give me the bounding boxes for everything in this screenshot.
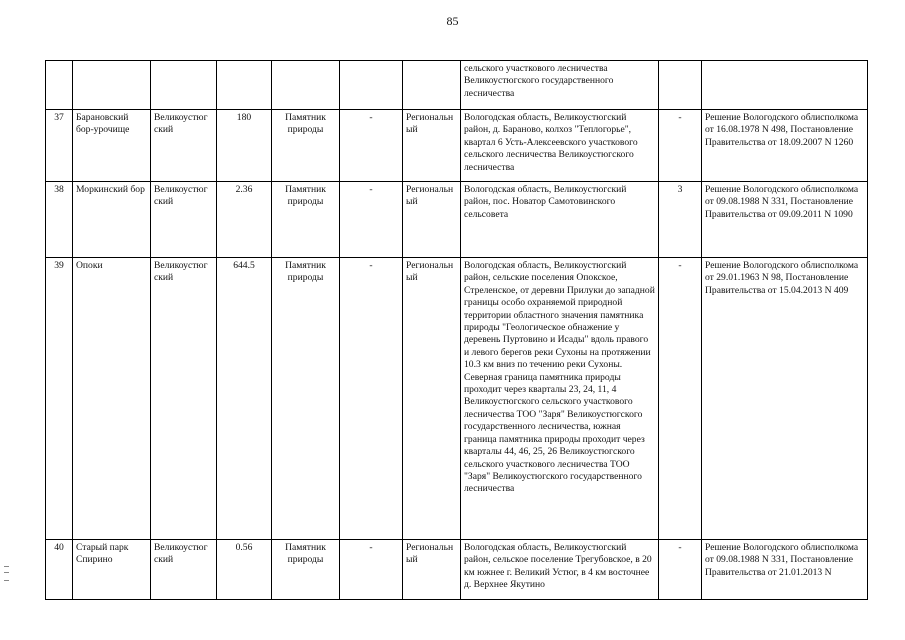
cell-name: Опоки bbox=[73, 258, 151, 540]
cell-district: Великоустюг ский bbox=[151, 110, 217, 182]
cell-profile: - bbox=[340, 182, 403, 258]
cell-document: Решение Вологодского облисполкома от 09.08.1988 N 331, Постановление Правительства от 09.09.2011 N 1090 bbox=[702, 182, 868, 258]
cell-count: 3 bbox=[659, 182, 702, 258]
cell-location: Вологодская область, Великоустюгский район, сельские поселения Опокское, Стреленское, от деревни Прилуки до западной границы особо охраняемой природной территории областного значения памятника природы "Геологическое обнажение у деревень Пуртовино и Исады" вдоль правого и левого берегов реки Сухоны на протяжении 10.3 км вниз по течению реки Сухоны. Северная граница памятника природы проходит через кварталы 23, 24, 11, 4 Великоустюгского сельского участкового лесничества ТОО "Заря" Великоустюгского государственного лесничества, южная граница памятника природы проходит через кварталы 44, 46, 25, 26 Великоустюгского сельского участкового лесничества ТОО "Заря" Великоустюгского государственного лесничества bbox=[461, 258, 659, 540]
cell-district: Великоустюг ский bbox=[151, 540, 217, 600]
table-row bbox=[46, 182, 868, 258]
cell-name: Барановский бор-урочище bbox=[73, 110, 151, 182]
cell-name: Старый парк Спирино bbox=[73, 540, 151, 600]
margin-mark bbox=[4, 580, 9, 581]
cell-district: Великоустюг ский bbox=[151, 258, 217, 540]
cell-area: 180 bbox=[217, 110, 272, 182]
cell-number bbox=[46, 61, 73, 110]
cell-location: Вологодская область, Великоустюгский район, сельское поселение Трегубовское, в 20 км южнее г. Великий Устюг, в 4 км восточнее д. Верхнее Якутино bbox=[461, 540, 659, 600]
table-row bbox=[46, 540, 868, 600]
cell-number: 39 bbox=[46, 258, 73, 540]
cell-significance: Региональн ый bbox=[403, 258, 461, 540]
cell-area bbox=[217, 61, 272, 110]
cell-significance: Региональн ый bbox=[403, 110, 461, 182]
table-row bbox=[46, 110, 868, 182]
margin-mark bbox=[4, 572, 9, 573]
cell-count: - bbox=[659, 258, 702, 540]
cell-profile bbox=[340, 61, 403, 110]
cell-location: Вологодская область, Великоустюгский район, пос. Новатор Самотовинского сельсовета bbox=[461, 182, 659, 258]
cell-category: Памятник природы bbox=[272, 110, 340, 182]
cell-location: Вологодская область, Великоустюгский район, д. Бараново, колхоз "Теплогорье", квартал 6 Усть-Алексеевского участкового сельского лесничества Великоустюгского лесничества bbox=[461, 110, 659, 182]
cell-district bbox=[151, 61, 217, 110]
cell-number: 37 bbox=[46, 110, 73, 182]
cell-number: 40 bbox=[46, 540, 73, 600]
cell-document: Решение Вологодского облисполкома от 09.08.1988 N 331, Постановление Правительства от 21.01.2013 N bbox=[702, 540, 868, 600]
cell-significance: Региональн ый bbox=[403, 182, 461, 258]
table-row bbox=[46, 61, 868, 110]
cell-area: 0.56 bbox=[217, 540, 272, 600]
page-number: 85 bbox=[446, 14, 459, 28]
protected-areas-table bbox=[45, 60, 868, 600]
cell-document bbox=[702, 61, 868, 110]
margin-mark bbox=[4, 566, 9, 567]
cell-document: Решение Вологодского облисполкома от 16.08.1978 N 498, Постановление Правительства от 18.09.2007 N 1260 bbox=[702, 110, 868, 182]
cell-significance: Региональн ый bbox=[403, 540, 461, 600]
cell-location: сельского участкового лесничества Великоустюгского государственного лесничества bbox=[461, 61, 659, 110]
table-row bbox=[46, 258, 868, 540]
cell-area: 2.36 bbox=[217, 182, 272, 258]
cell-name: Моркинский бор bbox=[73, 182, 151, 258]
cell-count: - bbox=[659, 540, 702, 600]
cell-number: 38 bbox=[46, 182, 73, 258]
cell-count: - bbox=[659, 110, 702, 182]
cell-area: 644.5 bbox=[217, 258, 272, 540]
cell-category bbox=[272, 61, 340, 110]
cell-count bbox=[659, 61, 702, 110]
cell-category: Памятник природы bbox=[272, 182, 340, 258]
cell-document: Решение Вологодского облисполкома от 29.01.1963 N 98, Постановление Правительства от 15.04.2013 N 409 bbox=[702, 258, 868, 540]
cell-name bbox=[73, 61, 151, 110]
cell-category: Памятник природы bbox=[272, 540, 340, 600]
cell-profile: - bbox=[340, 110, 403, 182]
cell-significance bbox=[403, 61, 461, 110]
cell-profile: - bbox=[340, 540, 403, 600]
cell-category: Памятник природы bbox=[272, 258, 340, 540]
cell-district: Великоустюг ский bbox=[151, 182, 217, 258]
cell-profile: - bbox=[340, 258, 403, 540]
